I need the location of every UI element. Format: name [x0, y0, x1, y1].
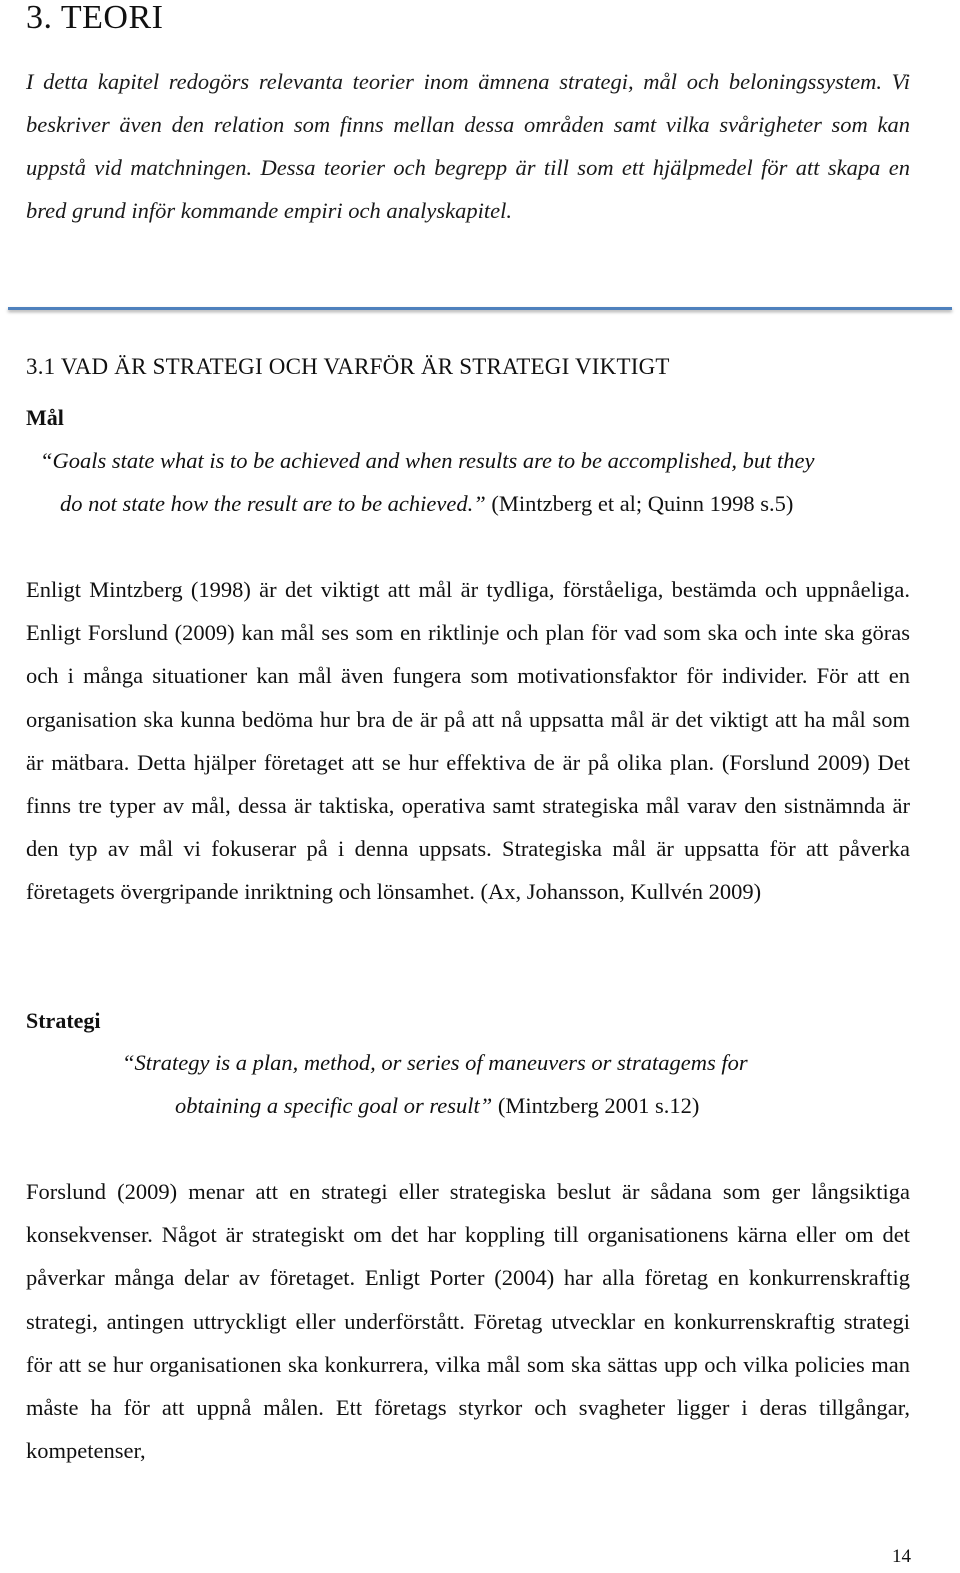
mal-heading: Mål	[26, 405, 64, 430]
mal-quote	[40, 439, 814, 525]
mal-quote-line-1: “Goals state what is to be achieved and when results are to be accomplished, but they	[40, 448, 815, 473]
mal-paragraph: Enligt Mintzberg (1998) är det viktigt att mål är tydliga, förståeliga, bestämda och uppnåeliga. Enligt Forslund (2009) kan mål ses som en riktlinje och plan för vad som ska och inte ska göras och i många situationer kan mål även fungera som motivationsfaktor för individer. För att en organisation ska kunna bedöma hur bra de är på att nå uppsatta mål är det viktigt att ha mål som är mätbara. Detta hjälper företaget att se hur effektiva de är på olika plan. (Forslund 2009) Det finns tre typer av mål, dessa är taktiska, operativa samt strategiska mål varav den sistnämnda är den typ av mål vi fokuserar på i denna uppsats. Strategiska mål är uppsatta för att påverka företagets övergripande inriktning och lönsamhet. (Ax, Johansson, Kullvén 2009)	[26, 577, 910, 905]
mal-quote-citation: (Mintzberg et al; Quinn 1998 s.5)	[485, 491, 794, 516]
chapter-title: 3. TEORI	[26, 0, 164, 36]
strategi-heading: Strategi	[26, 1008, 101, 1033]
mal-quote-line-2: do not state how the result are to be achieved.” (Mintzberg et al; Quinn 1998 s.5)	[60, 491, 794, 516]
section-divider	[8, 307, 952, 310]
chapter-intro: I detta kapitel redogörs relevanta teorier inom ämnena strategi, mål och beloningssystem. Vi beskriver även den relation som finns mellan dessa områden samt vilka svårigheter som kan uppstå vid matchningen. Dessa teorier och begrepp är till som ett hjälpmedel för att skapa en bred grund inför kommande empiri och analyskapitel.	[26, 69, 910, 223]
page-number: 14	[892, 1546, 911, 1567]
strategi-quote-line-2: obtaining a specific goal or result” (Mintzberg 2001 s.12)	[175, 1093, 700, 1118]
strategi-quote	[122, 1041, 748, 1127]
section-heading: 3.1 VAD ÄR STRATEGI OCH VARFÖR ÄR STRATEGI VIKTIGT	[26, 354, 670, 379]
strategi-quote-line-1: “Strategy is a plan, method, or series of maneuvers or stratagems for	[122, 1050, 748, 1075]
strategi-paragraph: Forslund (2009) menar att en strategi eller strategiska beslut är sådana som ger långsiktiga konsekvenser. Något är strategiskt om det har koppling till organisationens kärna eller om det påverkar många delar av företaget. Enligt Porter (2004) har alla företag en konkurrenskraftig strategi, antingen uttryckligt eller underförstått. Företag utvecklar en konkurrenskraftig strategi för att se hur organisationen ska konkurrera, vilka mål som ska sättas upp och vilka policies man måste ha för att uppnå målen. Ett företags styrkor och svagheter ligger i deras tillgångar, kompetenser,	[26, 1179, 910, 1464]
strategi-quote-citation: (Mintzberg 2001 s.12)	[492, 1093, 700, 1118]
